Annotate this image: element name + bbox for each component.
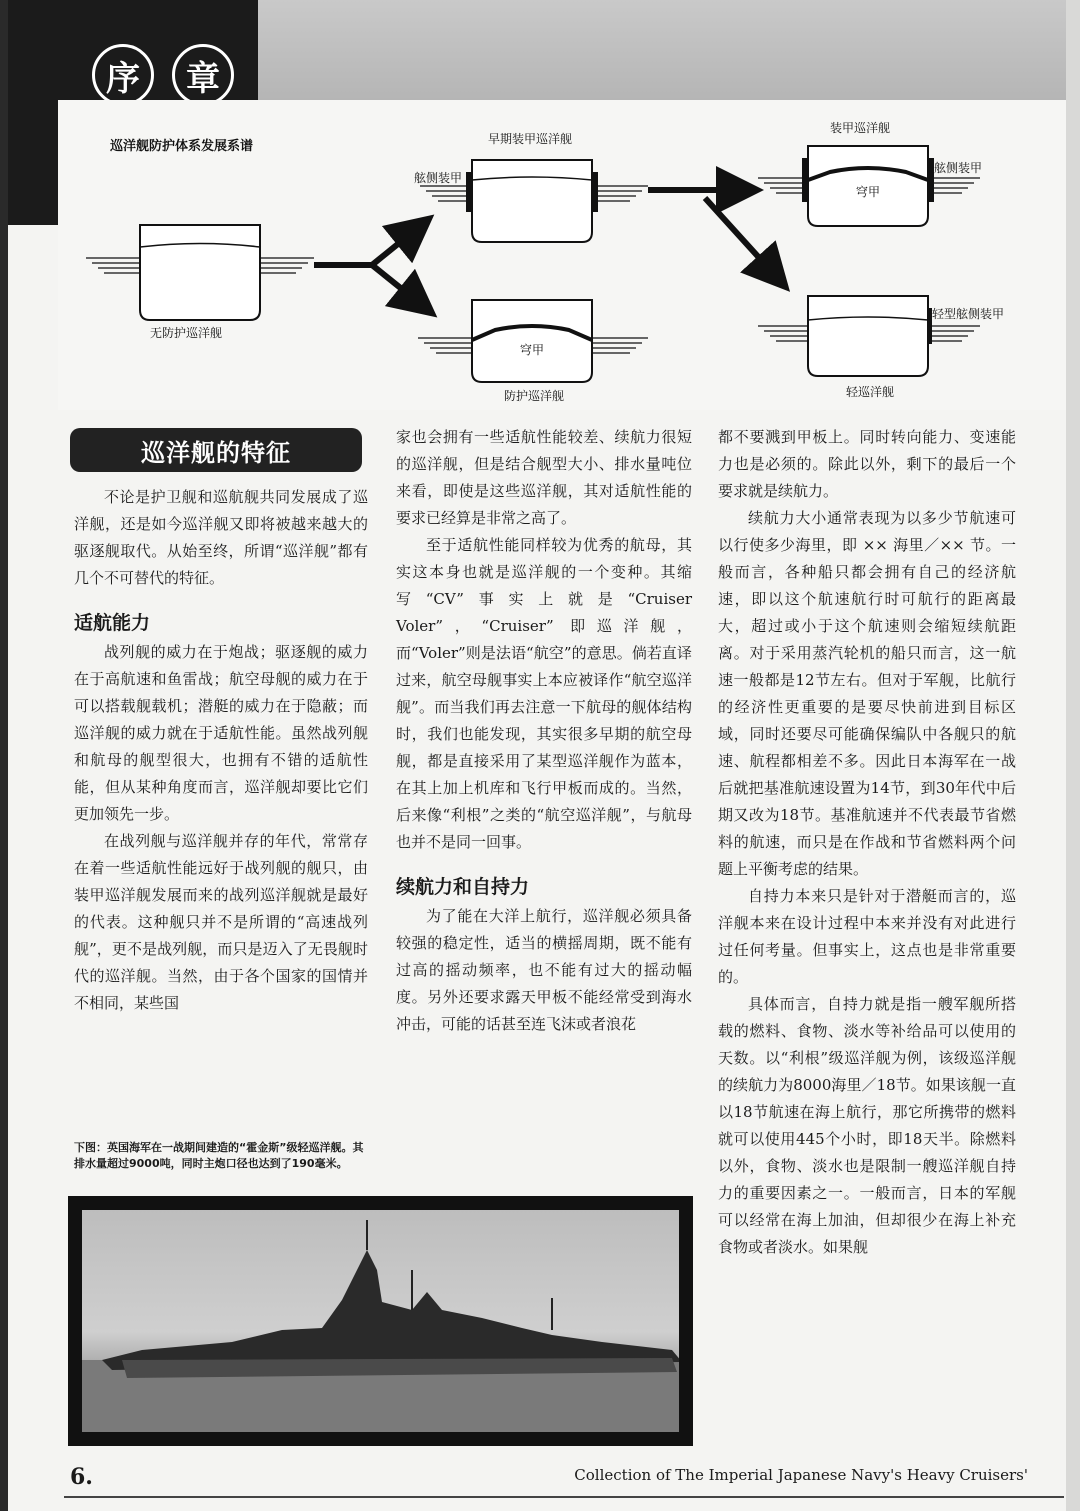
article-column-1 — [74, 484, 368, 1017]
body-paragraph: 不论是护卫舰和巡航舰共同发展成了巡洋舰，还是如今巡洋舰又即将被越来越大的驱逐舰取代。从始至终，所谓“巡洋舰”都有几个不可替代的特征。 — [74, 488, 368, 587]
label-unprotected: 无防护巡洋舰 — [150, 326, 223, 340]
article-column-2 — [396, 424, 692, 1038]
label-early-side-armor: 舷侧装甲 — [414, 171, 463, 185]
chapter-char-1: 序 — [92, 44, 154, 106]
branch-arrow — [314, 222, 428, 310]
body-paragraph: 家也会拥有一些适航性能较差、续航力很短的巡洋舰，但是结合舰型大小、排水量吨位来看，即使是这些巡洋舰，其对适航性能的要求已经算是非常之高了。 — [396, 428, 692, 527]
hull-unprotected — [86, 225, 314, 320]
body-paragraph: 续航力大小通常表现为以多少节航速可以行使多少海里，即 ×× 海里／×× 节。一般而言，各种船只都会拥有自己的经济航速，即以这个航速航行时可航行的距离最大，超过或小于这个航速则会缩短续航距离。对于采用蒸汽轮机的船只而言，这一航速一般都是12节左右。但对于军舰，比航行的经济性更重要的是要尽快前进到目标区域，同时还要尽可能确保编队中各舰只的航速、航程都相差不多。因此日本海军在一战后就把基准航速设置为14节，到30年代中后期又改为18节。基准航速并不代表最节省燃料的航速，而只是在作战和节省燃料两个问题上平衡考虑的结果。 — [718, 509, 1016, 878]
hull-protected — [418, 300, 648, 382]
body-paragraph: 具体而言，自持力就是指一艘军舰所搭载的燃料、食物、淡水等补给品可以使用的天数。以“利根”级巡洋舰为例，该级巡洋舰的续航力为8000海里／18节。如果该舰一直以18节航速在海上航行，那它所携带的燃料就可以使用445个小时，即18天半。除燃料以外，食物、淡水也是限制一艘巡洋舰自持力的重要因素之一。一般而言，日本的军舰可以经常在海上加油，但却很少在海上补充食物或者淡水。如果舰 — [718, 995, 1016, 1256]
label-armored: 装甲巡洋舰 — [830, 121, 891, 135]
section-title: 巡洋舰的特征 — [70, 428, 362, 472]
label-protected-deck: 穹甲 — [520, 343, 545, 357]
chapter-char-2: 章 — [172, 44, 234, 106]
label-early-armored: 早期装甲巡洋舰 — [488, 132, 573, 146]
photo-image — [82, 1210, 679, 1432]
label-light: 轻巡洋舰 — [846, 385, 895, 399]
body-paragraph: 自持力本来只是针对于潜艇而言的，巡洋舰本来在设计过程中本来并没有对此进行过任何考量。但事实上，这点也是非常重要的。 — [718, 887, 1016, 986]
label-armored-side-armor: 舷侧装甲 — [934, 161, 983, 175]
diagram-title: 巡洋舰防护体系发展系谱 — [110, 139, 254, 154]
footer-rule — [64, 1496, 1064, 1498]
book-title: Collection of The Imperial Japanese Navy's Heavy Cruisers' — [574, 1466, 1028, 1484]
body-paragraph: 为了能在大洋上航行，巡洋舰必须具备较强的稳定性，适当的横摇周期，既不能有过高的摇动频率，也不能有过大的摇动幅度。另外还要求露天甲板不能经常受到海水冲击，可能的话甚至连飞沫或者浪花 — [396, 907, 692, 1033]
ship-photo — [68, 1196, 693, 1446]
section-subheading: 续航力和自持力 — [396, 876, 530, 898]
body-paragraph: 都不要溅到甲板上。同时转向能力、变速能力也是必须的。除此以外，剩下的最后一个要求就是续航力。 — [718, 428, 1016, 500]
photo-caption: 下图：英国海军在一战期间建造的“霍金斯”级轻巡洋舰。其排水量超过9000吨，同时主炮口径也达到了190毫米。 — [74, 1141, 364, 1170]
label-armored-deck: 穹甲 — [856, 185, 881, 199]
armor-evolution-diagram — [0, 0, 1080, 420]
body-paragraph: 在战列舰与巡洋舰并存的年代，常常存在着一些适航性能远好于战列舰的舰只，由装甲巡洋舰发展而来的战列巡洋舰就是最好的代表。这种舰只并不是所谓的“高速战列舰”，更不是战列舰，而只是迈入了无畏舰时代的巡洋舰。当然，由于各个国家的国情并不相同，某些国 — [74, 832, 368, 1012]
article-column-3 — [718, 424, 1016, 1261]
section-subheading: 适航能力 — [74, 612, 151, 634]
page-number: 6. — [70, 1464, 93, 1490]
label-protected: 防护巡洋舰 — [504, 389, 565, 403]
warship-silhouette — [82, 1210, 679, 1432]
body-paragraph: 战列舰的威力在于炮战；驱逐舰的威力在于高航速和鱼雷战；航空母舰的威力在于可以搭载舰载机；潜艇的威力在于隐蔽；而巡洋舰的威力就在于适航性能。虽然战列舰和航母的舰型很大，也拥有不错的适航性能，但从某种角度而言，巡洋舰却要比它们更加领先一步。 — [74, 643, 368, 823]
body-paragraph: 至于适航性能同样较为优秀的航母，其实这本身也就是巡洋舰的一个变种。其缩写“CV”事实上就是“Cruiser Voler”，“Cruiser” 即巡洋舰，而“Voler”则是法语“航空”的意思。倘若直译过来，航空母舰事实上本应被译作“航空巡洋舰”。而当我们再去注意一下航母的舰体结构时，我们也能发现，其实很多早期的航空母舰，都是直接采用了某型巡洋舰作为蓝本，在其上加上机库和飞行甲板而成的。当然，后来像“利根”之类的“航空巡洋舰”，与航母也并不是同一回事。 — [396, 536, 692, 851]
progression-arrows — [648, 190, 782, 283]
label-light-side-armor: 轻型舷侧装甲 — [932, 307, 1005, 321]
